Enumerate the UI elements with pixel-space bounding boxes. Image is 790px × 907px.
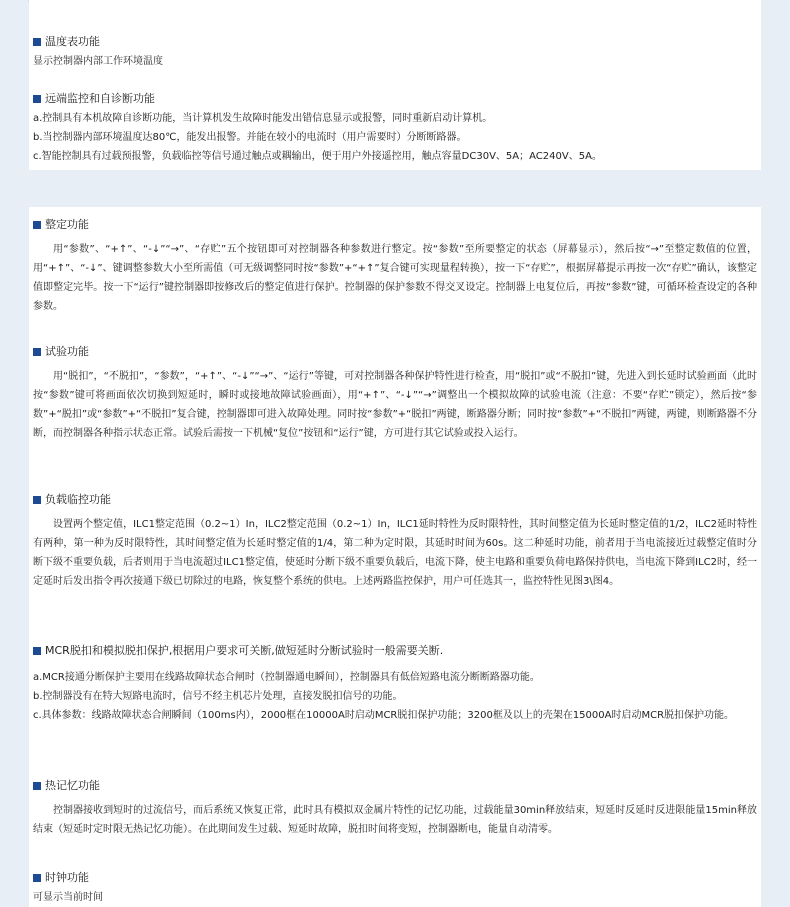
- feature-card-2: [29, 207, 761, 907]
- section-title: 试验功能: [45, 345, 89, 358]
- square-bullet-icon: [33, 95, 41, 103]
- section-clock: [33, 871, 757, 907]
- list-item: a.控制具有本机故障自诊断功能，当计算机发生故障时能发出错信息显示或报警，同时重新启动计算机。: [33, 113, 493, 124]
- section-text: 显示控制器内部工作环境温度: [33, 56, 163, 67]
- section-title: 整定功能: [45, 218, 89, 231]
- section-title: 温度表功能: [45, 35, 100, 48]
- list-item: b.控制器没有在特大短路电流时，信号不经主机芯片处理，直接发脱扣信号的功能。: [33, 691, 403, 702]
- section-setting: [33, 218, 757, 316]
- section-text: 用“参数”、“+↑”、“-↓”“→”、“存贮”五个按钮即可对控制器各种参数进行整定。按“参数”至所要整定的状态（屏幕显示），然后按“→”至整定数值的位置，用“+↑”、“-↓”、键调整参数大小至所需值（可无级调整同时按“参数”+“+↑”复合键可实现量程转换），按一下“存贮”，根据屏幕提示再按一次“存贮”确认，该整定值即整定完毕。按一下“运行”键控制器即按修改后的整定值进行保护。控制器的保护参数不得交叉设定。控制器上电复位后，再按“参数”键，可循环检查设定的各种参数。: [33, 244, 757, 312]
- section-title: 热记忆功能: [45, 779, 100, 792]
- section-title: 负载临控功能: [45, 493, 111, 506]
- section-title: 时钟功能: [45, 871, 89, 884]
- square-bullet-icon: [33, 647, 41, 655]
- section-mcr-trip: [33, 644, 757, 725]
- section-remote-monitoring: [33, 92, 757, 166]
- section-text: 设置两个整定值，ILC1整定范围（0.2~1）In，ILC2整定范围（0.2~1）In，ILC1延时特性为反时限特性，其时间整定值为长延时整定值的1/2，ILC2延时特性有两种，第一种为反时限特性，其时间整定值为长延时整定值的1/4，第二种为定时限，其延时时间为60s。这二种延时功能，前者用于当电流接近过载整定值时分断下级不重要负载，后者则用于当电流超过ILC1整定值，使延时分断下级不重要负载后，电流下降，使主电路和重要负荷电路保持供电，当电流下降到ILC2时，经一定延时后发出指令再次接通下级已切除过的电路，恢复整个系统的供电。上述两路监控保护，用户可任选其一，监控特性见图3\图4。: [33, 519, 757, 587]
- section-heading: [33, 35, 757, 49]
- section-load-monitoring: [33, 493, 757, 591]
- section-heading: [33, 92, 757, 106]
- section-text: 用“脱扣”，“不脱扣”，“参数”，“+↑”、“-↓”“→”、“运行”等键，可对控制器各种保护特性进行检查，用“脱扣”或“不脱扣”键，先进入到长延时试验画面（此时按“参数”键可将画面依次切换到短延时，瞬时或接地故障试验画面），用“+↑”、“-↓”“→”调整出一个模拟故障的试验电流（注意：不要“存贮”锁定），然后按“参数”+“脱扣”或“参数”+“不脱扣”复合键，控制器即可进入故障处理。同时按“参数”+“脱扣”两键，断路器分断；同时按“参数”+“不脱扣”两键，两键，则断路器不分断，而控制器各种指示状态正常。试验后需按一下机械“复位”按钮和“运行”键，方可进行其它试验或投入运行。: [33, 371, 757, 439]
- section-test: [33, 345, 757, 443]
- feature-card-1: [29, 0, 761, 170]
- square-bullet-icon: [33, 221, 41, 229]
- list-item: c.具体参数：线路故障状态合闸瞬间（100ms内），2000框在10000A时启动MCR脱扣保护功能；3200框及以上的壳架在15000A时启动MCR脱扣保护功能。: [33, 710, 735, 721]
- section-text: 可显示当前时间: [33, 892, 103, 903]
- section-thermal-memory: [33, 779, 757, 839]
- square-bullet-icon: [33, 348, 41, 356]
- list-item: b.当控制器内部环境温度达80℃，能发出报警。并能在较小的电流时（用户需要时）分断断路器。: [33, 132, 467, 143]
- section-heading: [33, 345, 757, 359]
- section-heading: [33, 493, 757, 507]
- list-item: c.智能控制具有过载预报警，负载临控等信号通过触点或耦输出，便于用户外接遥控用，触点容量DC30V、5A；AC240V、5A。: [33, 151, 602, 162]
- section-title: 远端监控和自诊断功能: [45, 92, 155, 105]
- section-title: MCR脱扣和模拟脱扣保护,根据用户要求可关断,做短延时分断试验时一般需要关断.: [45, 644, 444, 657]
- section-temperature: [33, 35, 757, 71]
- section-heading: [33, 779, 757, 793]
- list-item: a.MCR接通分断保护主要用在线路故障状态合闸时（控制器通电瞬间），控制器具有低倍短路电流分断断路器功能。: [33, 672, 540, 683]
- square-bullet-icon: [33, 782, 41, 790]
- square-bullet-icon: [33, 38, 41, 46]
- square-bullet-icon: [33, 496, 41, 504]
- square-bullet-icon: [33, 874, 41, 882]
- section-heading: [33, 644, 757, 658]
- section-heading: [33, 218, 757, 232]
- section-text: 控制器接收到短时的过流信号，而后系统又恢复正常，此时具有模拟双金属片特性的记忆功能，过载能量30min释放结束，短延时反延时反进限能量15min释放结束（短延时定时限无热记忆功能）。在此期间发生过载、短延时故障，脱扣时间将变短，控制器断电，能量自动清零。: [33, 805, 757, 835]
- section-heading: [33, 871, 757, 885]
